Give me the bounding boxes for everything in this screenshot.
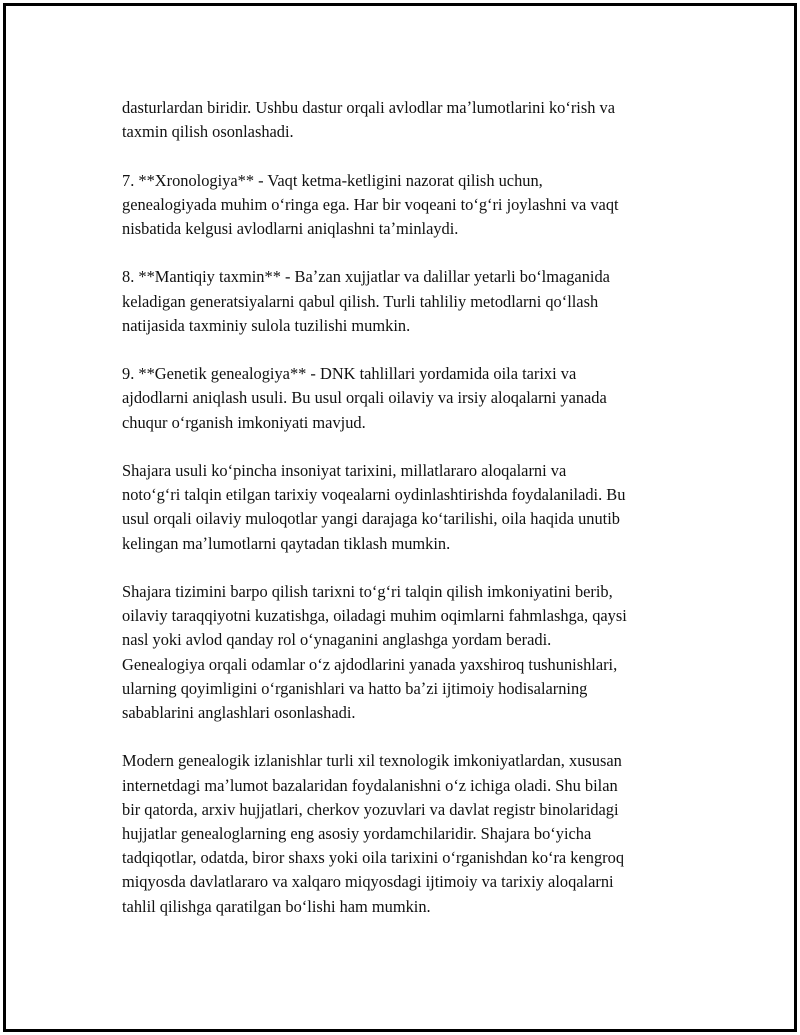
paragraph-shajara-usuli: Shajara usuli koʻpincha insoniyat tarixini, millatlararo aloqalarni va notoʻgʻri talqin etilgan tarixiy voqealarni oydinlashtirishda foydalaniladi. Bu usul orqali oilaviy muloqotlar yangi darajaga koʻtarilishi, oila haqida unutib kelingan maʼlumotlarni qaytadan tiklash mumkin. [122,460,626,553]
paragraph-genetik-genealogiya: 9. **Genetik genealogiya** - DNK tahlillari yordamida oila tarixi va ajdodlarni aniqlash usuli. Bu usul orqali oilaviy va irsiy aloqalarni yanada chuqur oʻrganish imkoniyati mavjud. [122,364,607,432]
document-body [122,96,682,919]
page-border [3,3,797,1032]
paragraph-shajara-tizimi: Shajara tizimini barpo qilish tarixni toʻgʻri talqin qilish imkoniyatini berib, oilaviy taraqqiyotni kuzatishga, oiladagi muhim oqimlarni fahmlashga, qaysi nasl yoki avlod qanday rol oʻynaganini anglashga yordam beradi. Genealogiya orqali odamlar oʻz ajdodlarini yanada yaxshiroq tushunishlari, ularning qoyimligini oʻrganishlari va hatto baʼzi ijtimoiy hodisalarning sabablarini anglashlari osonlashadi. [122,581,627,722]
paragraph-xronologiya: 7. **Xronologiya** - Vaqt ketma-ketligini nazorat qilish uchun, genealogiyada muhim oʻringa ega. Har bir voqeani toʻgʻri joylashni va vaqt nisbatida kelgusi avlodlarni aniqlashni taʼminlaydi. [122,170,619,238]
paragraph-mantiqiy-taxmin: 8. **Mantiqiy taxmin** - Baʼzan xujjatlar va dalillar yetarli boʻlmaganida keladigan generatsiyalarni qabul qilish. Turli tahliliy metodlarni qoʻllash natijasida taxminiy sulola tuzilishi mumkin. [122,267,610,335]
paragraph-intro-continuation: dasturlardan biridir. Ushbu dastur orqali avlodlar maʼlumotlarini koʻrish va taxmin qilish osonlashadi. [122,98,615,142]
paragraph-modern-genealogik: Modern genealogik izlanishlar turli xil texnologik imkoniyatlardan, xususan internetdagi maʼlumot bazalaridan foydalanishni oʻz ichiga oladi. Shu bilan bir qatorda, arxiv hujjatlari, cherkov yozuvlari va davlat registr binolaridagi hujjatlar genealoglarning eng asosiy yordamchilaridir. Shajara boʻyicha tadqiqotlar, odatda, biror shaxs yoki oila tarixini oʻrganishdan koʻra kengroq miqyosda davlatlararo va xalqaro miqyosdagi ijtimoiy va tarixiy aloqalarni tahlil qilishga qaratilgan boʻlishi ham mumkin. [122,751,625,916]
